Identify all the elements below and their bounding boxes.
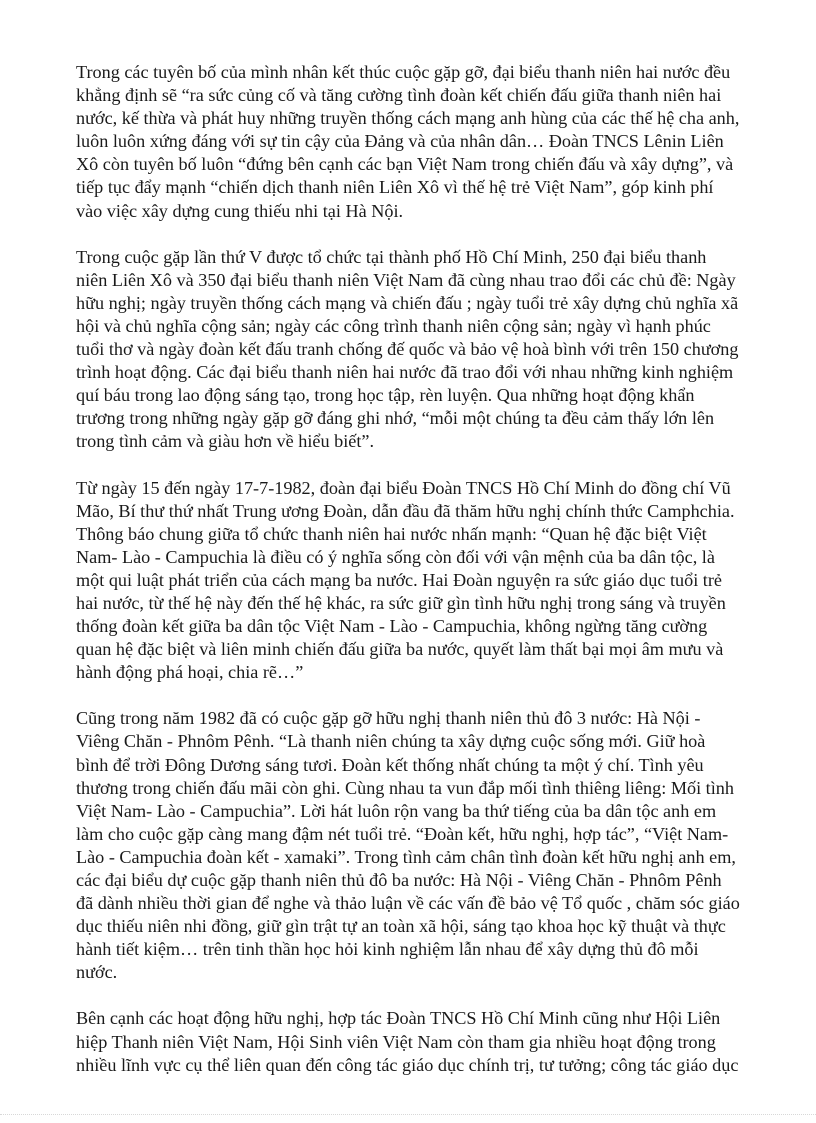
text-line: Xô còn tuyên bố luôn “đứng bên cạnh các bạn Việt Nam trong chiến đấu và xây dựng”, và <box>76 154 734 175</box>
text-line: một qui luật phát triển của cách mạng ba nước. Hai Đoàn nguyện ra sức giáo dục tuổi trẻ <box>76 569 722 590</box>
text-line: bình để trời Đông Dương sáng tươi. Đoàn kết thống nhất chúng ta một ý chí. Tình yêu <box>76 754 704 775</box>
paragraph-4 <box>76 707 766 984</box>
text-line: Cũng trong năm 1982 đã có cuộc gặp gỡ hữu nghị thanh niên thủ đô 3 nước: Hà Nội - <box>76 708 701 729</box>
text-line: Trong cuộc gặp lần thứ V được tổ chức tại thành phố Hồ Chí Minh, 250 đại biểu thanh <box>76 246 707 267</box>
text-line: Việt Nam- Lào - Campuchia”. Lời hát luôn rộn vang ba thứ tiếng của ba dân tộc anh em <box>76 800 717 821</box>
body-text <box>76 61 766 1100</box>
paragraph-5 <box>76 1007 766 1076</box>
text-line: Trong các tuyên bố của mình nhân kết thúc cuộc gặp gỡ, đại biểu thanh niên hai nước đều <box>76 62 731 82</box>
text-line: hữu nghị; ngày truyền thống cách mạng và chiến đấu ; ngày tuổi trẻ xây dựng chủ nghĩa xã <box>76 292 739 313</box>
text-line: quí báu trong lao động sáng tạo, trong học tập, rèn luyện. Qua những hoạt động khẩn <box>76 385 695 406</box>
text-line: nhiều lĩnh vực cụ thể liên quan đến công tác giáo dục chính trị, tư tưởng; công tác giáo dục <box>76 1054 739 1075</box>
text-line: dục thiếu niên nhi đồng, giữ gìn trật tự an toàn xã hội, sáng tạo khoa học kỹ thuật và thực <box>76 916 726 937</box>
text-line: trình hoạt động. Các đại biểu thanh niên hai nước đã trao đổi với nhau những kinh nghiệm <box>76 362 734 383</box>
text-line: Bên cạnh các hoạt động hữu nghị, hợp tác Đoàn TNCS Hồ Chí Minh cũng như Hội Liên <box>76 1008 721 1029</box>
text-line: Từ ngày 15 đến ngày 17-7-1982, đoàn đại biểu Đoàn TNCS Hồ Chí Minh do đồng chí Vũ <box>76 477 731 498</box>
paragraph-3 <box>76 477 766 685</box>
text-line: Lào - Campuchia đoàn kết - xamaki”. Trong tình cảm chân tình đoàn kết hữu nghị anh em, <box>76 846 736 867</box>
text-line: hai nước, từ thế hệ này đến thế hệ khác, ra sức giữ gìn tình hữu nghị trong sáng và truyền <box>76 592 726 613</box>
text-line: niên Liên Xô và 350 đại biểu thanh niên Việt Nam đã cùng nhau trao đổi các chủ đề: Ngày <box>76 269 736 290</box>
text-line: Mão, Bí thư thứ nhất Trung ương Đoàn, dẫn đầu đã thăm hữu nghị chính thức Camphchia. <box>76 500 735 521</box>
paragraph-1 <box>76 61 766 223</box>
paragraph-2 <box>76 246 766 454</box>
text-line: các đại biểu dự cuộc gặp thanh niên thủ đô ba nước: Hà Nội - Viêng Chăn - Phnôm Pênh <box>76 870 722 890</box>
text-line: vào việc xây dựng cung thiếu nhi tại Hà Nội. <box>76 200 404 221</box>
text-line: tuổi thơ và ngày đoàn kết đấu tranh chống đế quốc và bảo vệ hoà bình với trên 150 chương <box>76 339 739 360</box>
text-line: Viêng Chăn - Phnôm Pênh. “Là thanh niên chúng ta xây dựng cuộc sống mới. Giữ hoà <box>76 731 706 752</box>
text-line: nước. <box>76 962 118 983</box>
text-line: làm cho cuộc gặp càng mang đậm nét tuổi trẻ. “Đoàn kết, hữu nghị, hợp tác”, “Việt Nam- <box>76 823 729 844</box>
page-bottom-rule <box>0 1114 816 1115</box>
text-line: thương trong chiến đấu mãi còn ghi. Cùng nhau ta vun đắp mối tình thiêng liêng: Mối tình <box>76 777 734 798</box>
text-line: hiệp Thanh niên Việt Nam, Hội Sinh viên Việt Nam còn tham gia nhiều hoạt động trong <box>76 1031 716 1052</box>
text-line: khẳng định sẽ “ra sức củng cố và tăng cường tình đoàn kết chiến đấu giữa thanh niên hai <box>76 85 722 106</box>
text-line: nước, kế thừa và phát huy những truyền thống cách mạng anh hùng của các thế hệ cha anh, <box>76 108 740 129</box>
text-line: hành tiết kiệm… trên tinh thần học hỏi kinh nghiệm lẫn nhau để xây dựng thủ đô mỗi <box>76 939 699 960</box>
text-line: tiếp tục đẩy mạnh “chiến dịch thanh niên Liên Xô vì thế hệ trẻ Việt Nam”, góp kinh phí <box>76 177 714 198</box>
text-line: đã dành nhiều thời gian để nghe và thảo luận về các vấn đề bảo vệ Tổ quốc , chăm sóc giáo <box>76 893 740 914</box>
text-line: hành động phá hoại, chia rẽ…” <box>76 662 304 683</box>
text-line: trương trong những ngày gặp gỡ đáng ghi nhớ, “mỗi một chúng ta đều cảm thấy lớn lên <box>76 408 715 429</box>
text-line: Nam- Lào - Campuchia là điều có ý nghĩa sống còn đối với vận mệnh của ba dân tộc, là <box>76 546 715 567</box>
text-line: luôn luôn xứng đáng với sự tin cậy của Đảng và của nhân dân… Đoàn TNCS Lênin Liên <box>76 131 724 152</box>
text-line: quan hệ đặc biệt và liên minh chiến đấu giữa ba nước, quyết làm thất bại mọi âm mưu và <box>76 639 724 660</box>
text-line: hội và chủ nghĩa cộng sản; ngày các công trình thanh niên cộng sản; ngày vì hạnh phúc <box>76 315 711 336</box>
text-line: trong tình cảm và giàu hơn về hiểu biết”. <box>76 431 375 452</box>
text-line: Thông báo chung giữa tổ chức thanh niên hai nước nhấn mạnh: “Quan hệ đặc biệt Việt <box>76 523 707 544</box>
text-line: thống đoàn kết giữa ba dân tộc Việt Nam - Lào - Campuchia, không ngừng tăng cường <box>76 616 708 637</box>
